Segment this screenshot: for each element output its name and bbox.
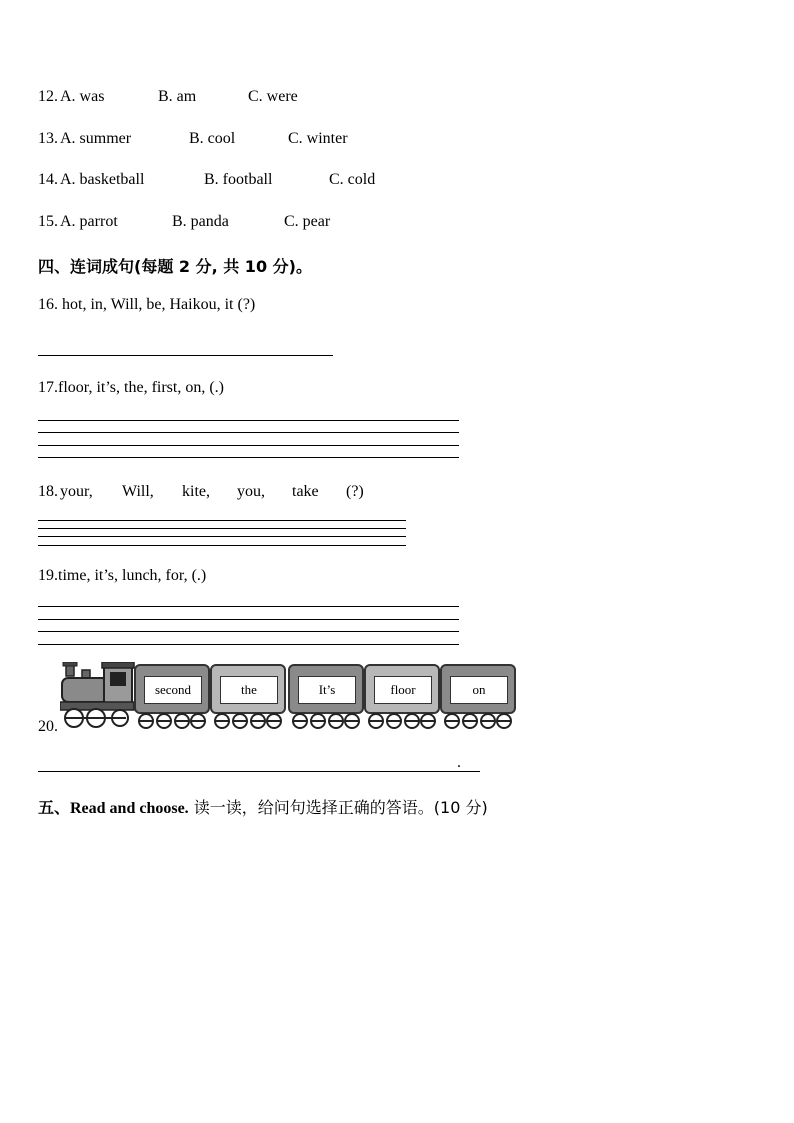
car-word: It’s [298, 676, 356, 704]
wheel [462, 713, 478, 729]
train-car [288, 664, 364, 714]
option-c: C. pear [284, 213, 331, 230]
option-b: B. am [158, 88, 197, 105]
car-word: floor [374, 676, 432, 704]
wheel [404, 713, 420, 729]
answer-line[interactable] [38, 771, 480, 772]
car-word: on [450, 676, 508, 704]
answer-line[interactable] [38, 520, 406, 521]
answer-line [38, 545, 406, 546]
wheel [310, 713, 326, 729]
word: (?) [346, 483, 364, 500]
sentence-period: . [457, 754, 461, 771]
answer-line [38, 432, 459, 433]
question-number: 13. [38, 130, 58, 147]
option-c: C. were [248, 88, 298, 105]
word: you, [237, 483, 265, 500]
train-illustration [60, 662, 520, 730]
wheel [250, 713, 266, 729]
word: your, [60, 483, 93, 500]
option-c: C. winter [288, 130, 348, 147]
answer-line[interactable] [38, 606, 459, 607]
option-a: A. parrot [60, 213, 118, 230]
word: kite, [182, 483, 210, 500]
answer-line [38, 631, 459, 632]
wheel [328, 713, 344, 729]
wheel [368, 713, 384, 729]
section-4-title: 四、连词成句(每题 2 分, 共 10 分)。 [38, 257, 312, 276]
answer-line [38, 644, 459, 645]
option-b: B. football [204, 171, 273, 188]
word: take [292, 483, 319, 500]
train-car [364, 664, 440, 714]
wheel [138, 713, 154, 729]
option-a: A. summer [60, 130, 132, 147]
question-19: 19.time, it’s, lunch, for, (.) [38, 567, 207, 584]
wheel [156, 713, 172, 729]
answer-line [38, 619, 459, 620]
answer-line [38, 445, 459, 446]
wheel [480, 713, 496, 729]
wheel [344, 713, 360, 729]
wheel [292, 713, 308, 729]
option-b: B. panda [172, 213, 229, 230]
option-a: A. was [60, 88, 105, 105]
wheel [266, 713, 282, 729]
wheel [214, 713, 230, 729]
option-b: B. cool [189, 130, 236, 147]
wheel [496, 713, 512, 729]
train-car [210, 664, 286, 714]
wheel [420, 713, 436, 729]
answer-line [38, 528, 406, 529]
car-word: second [144, 676, 202, 704]
section-5-title: 五、Read and choose. 读一读，给问句选择正确的答语。(10 分) [38, 798, 488, 817]
question-number: 18. [38, 483, 58, 500]
wheel [190, 713, 206, 729]
question-17: 17.floor, it’s, the, first, on, (.) [38, 379, 224, 396]
question-number: 15. [38, 213, 58, 230]
answer-line [38, 536, 406, 537]
locomotive-icon [60, 662, 136, 730]
option-c: C. cold [329, 171, 376, 188]
wheel [386, 713, 402, 729]
option-a: A. basketball [60, 171, 145, 188]
question-20-number: 20. [38, 718, 58, 735]
wheel [174, 713, 190, 729]
answer-line [38, 457, 459, 458]
answer-line[interactable] [38, 355, 333, 356]
wheel [232, 713, 248, 729]
question-number: 14. [38, 171, 58, 188]
car-word: the [220, 676, 278, 704]
train-car [440, 664, 516, 714]
answer-line[interactable] [38, 420, 459, 421]
question-16: 16. hot, in, Will, be, Haikou, it (?) [38, 296, 256, 313]
wheel [444, 713, 460, 729]
word: Will, [122, 483, 154, 500]
question-number: 12. [38, 88, 58, 105]
train-car [134, 664, 210, 714]
